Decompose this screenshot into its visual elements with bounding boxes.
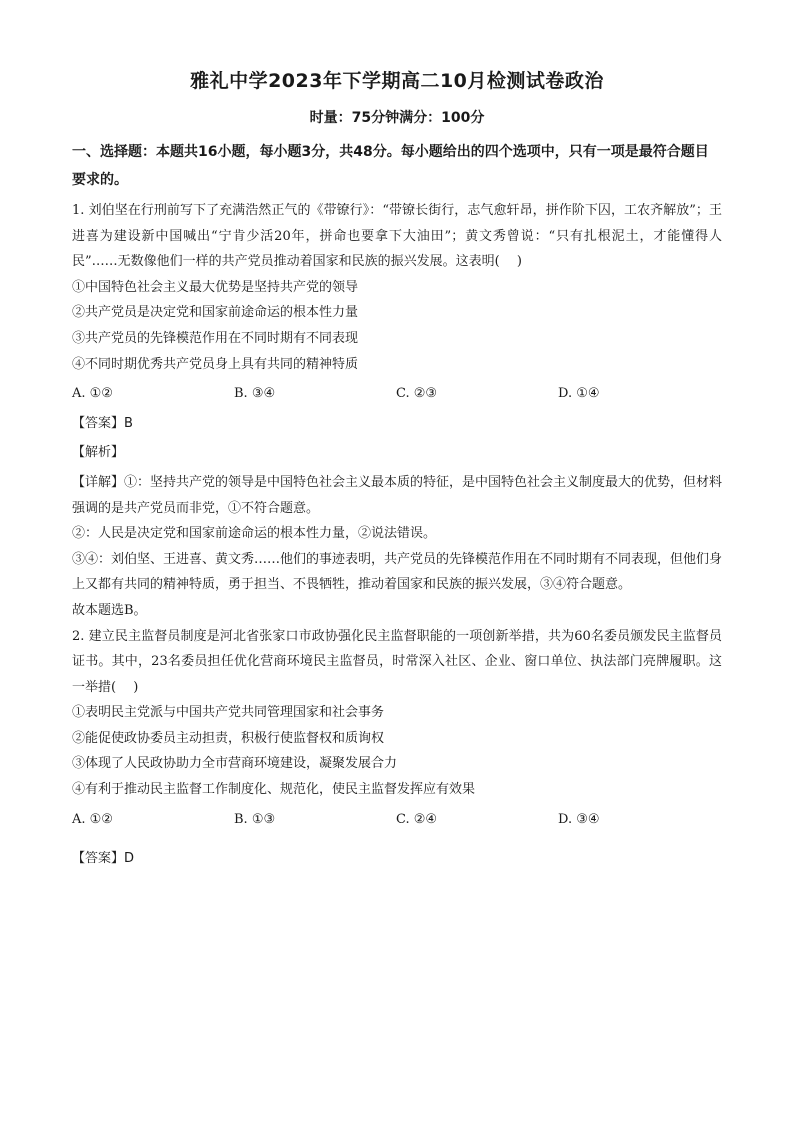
question-2-item: ②能促使政协委员主动担责，积极行使监督权和质询权 [72,730,385,746]
question-1-detail: ③④：刘伯坚、王进喜、黄文秀……他们的事迹表明，共产党员的先锋模范作用在不同时期有不同表现，但他们身上又都有共同的精神特质，勇于担当、不畏牺牲，推动着国家和民族的振兴发展，③④符合题意。 [72,551,723,593]
option-a: A. ①② [72,811,113,827]
question-1-item: ③共产党员的先锋模范作用在不同时期有不同表现 [72,330,359,346]
question-2-item: ①表明民主党派与中国共产党共同管理国家和社会事务 [72,705,385,721]
question-2-item: ③体现了人民政协助力全市营商环境建设，凝聚发展合力 [72,756,398,772]
option-c: C. ②④ [396,811,438,827]
section-heading: 一、选择题：本题共16小题，每小题3分，共48分。每小题给出的四个选项中，只有一项是最符合题目要求的。 [72,144,709,188]
question-1-answer: 【答案】B [72,415,133,431]
option-d: D. ③④ [558,811,600,827]
exam-time-score: 时量：75分钟满分：100分 [309,110,485,126]
question-2-answer: 【答案】D [72,851,135,867]
question-1-detail: ②：人民是决定党和国家前途命运的根本性力量，②说法错误。 [72,526,437,542]
question-1-options [72,381,722,407]
option-d: D. ①④ [558,386,600,402]
page-title: 雅礼中学2023年下学期高二10月检测试卷政治 [190,70,604,92]
question-1-item: ②共产党员是决定党和国家前途命运的根本性力量 [72,305,359,321]
exam-body [72,138,722,872]
question-2-item: ④有利于推动民主监督工作制度化、规范化，使民主监督发挥应有效果 [72,782,476,798]
option-c: C. ②③ [396,386,438,402]
option-a: A. ①② [72,386,113,402]
question-1-conclusion: 故本题选B。 [72,602,147,618]
question-1-stem: 1. 刘伯坚在行刑前写下了充满浩然正气的《带镣行》：“带镣长街行，志气愈轩昂，拼作阶下囚，工农齐解放”；王进喜为建设新中国喊出“宁肯少活20年，拼命也要拿下大油田”；黄文秀曾说：“只有扎根泥土，才能懂得人民”……无数像他们一样的共产党员推动着国家和民族的振兴发展。这表明( ) [72,203,722,270]
question-1-item: ④不同时期优秀共产党员身上具有共同的精神特质 [72,356,359,372]
question-1-detail: 【详解】①：坚持共产党的领导是中国特色社会主义最本质的特征，是中国特色社会主义制度最大的优势，但材料强调的是共产党员而非党，①不符合题意。 [72,474,723,516]
question-1-analysis-label: 【解析】 [72,445,125,461]
question-2-options [72,807,722,833]
option-b: B. ①③ [234,811,276,827]
question-1-item: ①中国特色社会主义最大优势是坚持共产党的领导 [72,279,359,295]
option-b: B. ③④ [234,386,276,402]
question-2-stem: 2. 建立民主监督员制度是河北省张家口市政协强化民主监督职能的一项创新举措，共为60名委员颁发民主监督员证书。其中，23名委员担任优化营商环境民主监督员，时常深入社区、企业、窗口单位、执法部门亮牌履职。这一举措( ) [72,628,722,695]
